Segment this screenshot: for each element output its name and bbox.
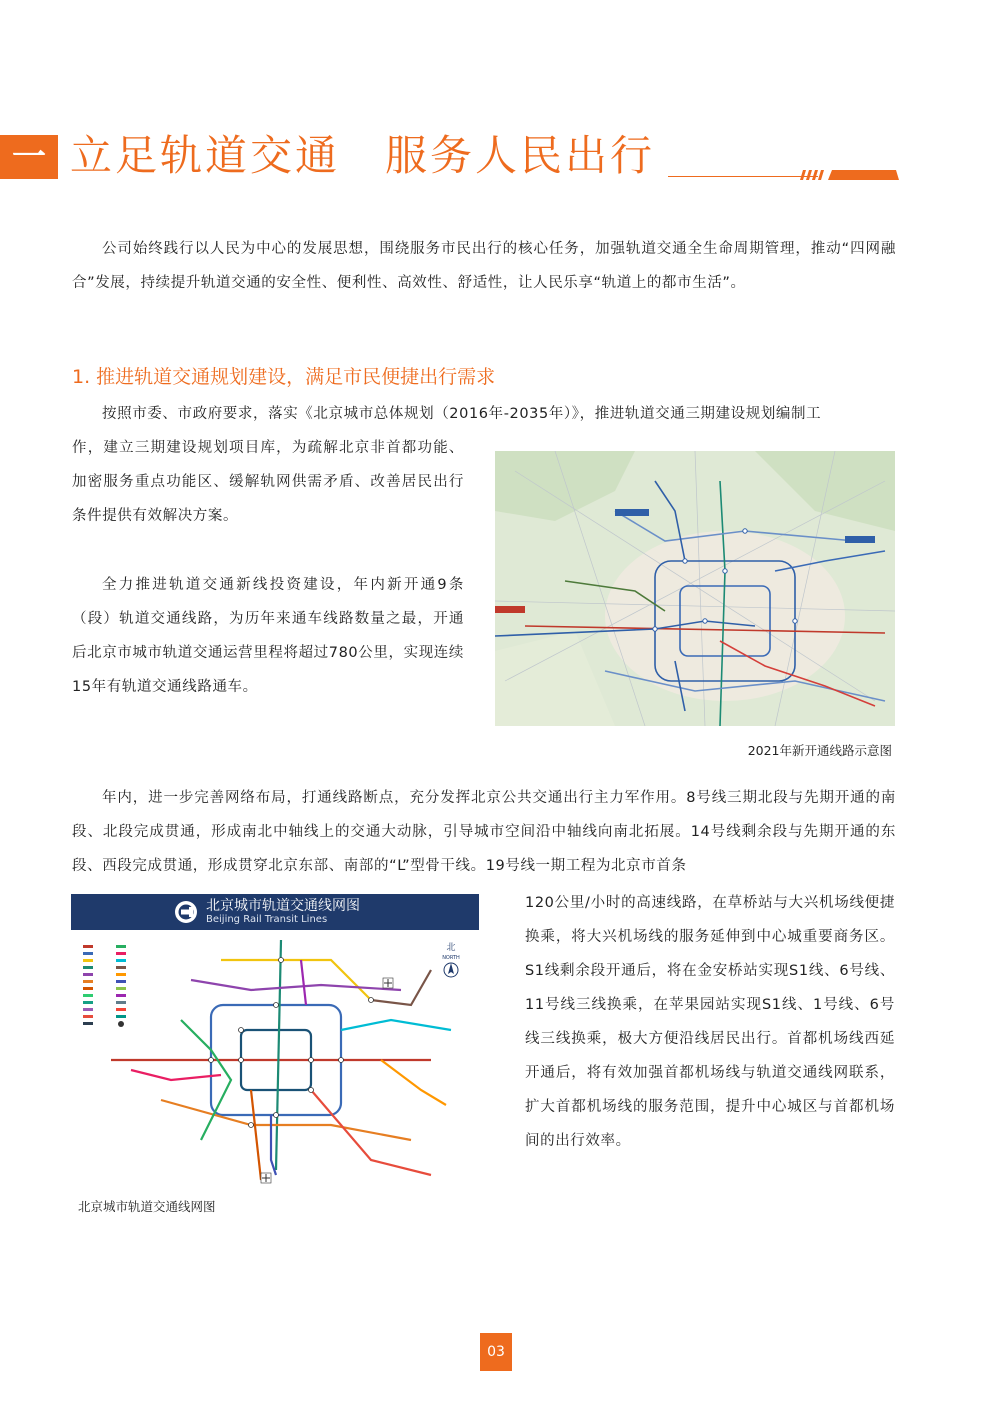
rail-lines [111, 940, 451, 1180]
map2-caption: 北京城市轨道交通线网图 [78, 1199, 216, 1214]
section-number: 一 [0, 135, 58, 179]
rail-network-map [71, 894, 479, 1190]
north-label-cn: 北 [446, 943, 456, 953]
beijing-subway-logo-icon [174, 900, 198, 924]
section-decoration-icon [800, 168, 900, 182]
map-legend [83, 945, 126, 1027]
rail-network-map-header [71, 894, 479, 930]
page-number: 03 [480, 1333, 512, 1371]
subsection-heading: 1. 推进轨道交通规划建设，满足市民便捷出行需求 [72, 366, 496, 388]
paragraph-1-line1: 按照市委、市政府要求，落实《北京城市总体规划（2016年-2035年）》，推进轨道交通三期建设规划编制工 [102, 406, 822, 422]
airport-icon [261, 978, 393, 1183]
rail-stations [209, 958, 374, 1128]
paragraph-3: 年内，进一步完善网络布局，打通线路断点，充分发挥北京公共交通出行主力军作用。8号线三期北段与先期开通的南段、北段完成贯通，形成南北中轴线上的交通大动脉，引导城市空间沿中轴线向南北拓展。14号线剩余段与先期开通的东段、西段完成贯通，形成贯穿北京东部、南部的“L”型骨干线。19号线一期工程为北京市首条 [72, 790, 896, 874]
north-indicator [442, 941, 460, 977]
paragraph-2: 全力推进轨道交通新线投资建设，年内新开通9条（段）轨道交通线路，为历年来通车线路数量之最，开通后北京市城市轨道交通运营里程将超过780公里，实现连续15年有轨道交通线路通车。 [72, 577, 464, 695]
paragraph-4: 120公里/小时的高速线路，在草桥站与大兴机场线便捷换乘，将大兴机场线的服务延伸到中心城重要商务区。S1线剩余段开通后，将在金安桥站实现S1线、6号线、11号线三线换乘，在苹果园站实现S1线、1号线、6号线三线换乘，极大方便沿线居民出行。首都机场线西延开通后，将有效加强首都机场线与轨道交通线网联系，扩大首都机场线的服务范围，提升中心城区与首都机场间的出行效率。 [525, 895, 895, 1149]
intro-paragraph: 公司始终践行以人民为中心的发展思想，围绕服务市民出行的核心任务，加强轨道交通全生命周期管理，推动“四网融合”发展，持续提升轨道交通的安全性、便利性、高效性、舒适性，让人民乐享“轨道上的都市生活”。 [72, 241, 896, 291]
north-label-en: NORTH [442, 955, 460, 961]
rail-network-diagram [71, 930, 479, 1190]
rail-network-map-subtitle: Beijing Rail Transit Lines [206, 914, 328, 925]
section-title: 立足轨道交通 服务人民出行 [70, 131, 656, 180]
section-title-underline [668, 176, 818, 177]
map1-caption: 2021年新开通线路示意图 [747, 743, 892, 758]
paragraph-1-rest: 作，建立三期建设规划项目库，为疏解北京非首都功能、加密服务重点功能区、缓解轨网供需矛盾、改善居民出行条件提供有效解决方案。 [72, 440, 464, 524]
new-lines-map-image [495, 451, 895, 726]
rail-network-map-title: 北京城市轨道交通线网图 [206, 898, 360, 914]
